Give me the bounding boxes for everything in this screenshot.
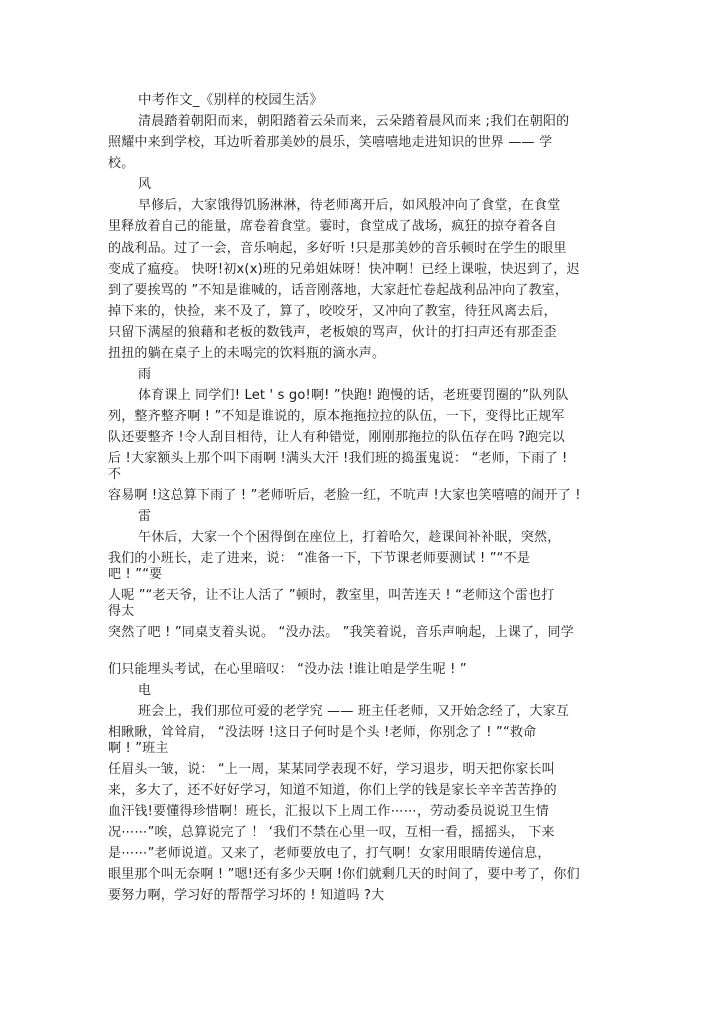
paragraph-line: 血汗钱!要懂得珍惜啊！班长，汇报以下上周工作⋯⋯，劳动委员说说卫生情 [108, 804, 550, 819]
paragraph-line: 早修后，大家饿得饥肠淋淋，待老师离开后，如风般冲向了食堂，在食堂 [138, 198, 561, 213]
paragraph-line: 的战利品。过了一会，音乐响起，多好听 !只是那美妙的音乐顿时在学生的眼里 [108, 241, 567, 256]
document-title: 中考作文_《别样的校园生活》 [138, 92, 324, 108]
paragraph-line: 况⋯⋯”唉，总算说完了 ！ ‘我们不禁在心里一叹，互相一看，摇摇头， 下来 [108, 825, 555, 840]
paragraph-line: 们只能埋头考试，在心里暗叹： “没办法 !谁让咱是学生呢 ! ” [108, 662, 467, 677]
paragraph-line: 人呢 ”“老天爷，让不让人活了 ”顿时，教室里，叫苦连天 ! “老师这个雷也打 [108, 588, 555, 603]
paragraph-line: 突然了吧 ! ”同桌支着头说。 “没办法。 ”我笑着说，音乐声响起，上课了，同学 [108, 625, 574, 640]
paragraph-line: 吧 ! ”“要 [108, 567, 163, 582]
paragraph-line: 容易啊 !这总算下雨了 ! ”老师听后，老脸一红，不吭声 !大家也笑嘻嘻的闹开了 ! [108, 488, 581, 503]
paragraph-line: 啊 ! ”班主 [108, 741, 169, 756]
section-heading: 风 [138, 177, 152, 192]
paragraph-line: 扭扭的躺在桌子上的未喝完的饮料瓶的滴水声。 [108, 346, 386, 361]
paragraph-line: 任眉头一皱，说： “上一周，某某同学表现不好，学习退步，明天把你家长叫 [108, 762, 555, 777]
paragraph-line: 班会上，我们那位可爱的老学究 —— 班主任老师，又开始念经了，大家互 [138, 704, 570, 719]
paragraph-line: 到了要挨骂的 ”不知是谁喊的，话音刚落地，大家赶忙卷起战利品冲向了教室， [108, 283, 569, 298]
paragraph-line: 掉下来的，快捡，来不及了，算了，咬咬牙，又冲向了教室，待狂风离去后， [108, 304, 557, 319]
paragraph-line: 相瞅瞅，耸耸肩， “没法呀 !这日子何时是个头 !老师，你别念了 ! ”“救命 [108, 725, 537, 740]
paragraph-line: 得太 [108, 604, 135, 619]
paragraph-line: 来，多大了，还不好好学习，知道不知道，你们上学的钱是家长辛辛苦苦挣的 [108, 783, 557, 798]
paragraph-line: 是⋯⋯”老师说道。又来了，老师要放电了，打气啊！女家用眼睛传递信息， [108, 846, 551, 861]
section-heading: 雨 [138, 367, 152, 382]
paragraph-line: 照耀中来到学校，耳边听着那美妙的晨乐，笑嘻嘻地走进知识的世界 —— 学 [108, 135, 553, 150]
paragraph-line: 午休后，大家一个个困得倒在座位上，打着哈欠，趁课间补补眠，突然， [138, 530, 561, 545]
paragraph-line: 变成了瘟疫。 快呀!初x(x)班的兄弟姐妹呀！快冲啊！已经上课啦，快迟到了，迟 [108, 262, 580, 277]
paragraph-line: 里释放着自己的能量，席卷着食堂。霎时，食堂成了战场，疯狂的掠夺着各自 [108, 219, 557, 234]
paragraph-line: 队还要整齐 !令人刮目相待，让人有种错觉，刚刚那拖拉的队伍存在吗 ?跑完以 [108, 430, 565, 445]
paragraph-line: 列，整齐整齐啊 ! ”不知是谁说的，原本拖拖拉拉的队伍，一下，变得比正规军 [108, 409, 565, 424]
section-heading: 电 [138, 683, 152, 698]
paragraph-line: 后 !大家额头上那个叫下雨啊 !满头大汗 !我们班的捣蛋鬼说： “老师，下雨了 ! [108, 451, 568, 466]
paragraph-line: 我们的小班长，走了进来，说： “准备一下，下节课老师要测试 ! ”“不是 [108, 551, 531, 566]
paragraph-line: 清晨踏着朝阳而来，朝阳踏着云朵而来，云朵踏着晨风而来 ;我们在朝阳的 [138, 114, 570, 129]
paragraph-line: 不 [108, 467, 122, 482]
paragraph-line: 要努力啊，学习好的帮帮学习坏的 ! 知道吗 ?大 [108, 888, 385, 903]
section-heading: 雷 [138, 509, 152, 524]
paragraph-line: 眼里那个叫无奈啊 ! ”嗯!还有多少天啊 !你们就剩几天的时间了，要中考了，你们 [108, 867, 580, 882]
paragraph-line: 校。 [108, 156, 135, 171]
paragraph-line: 只留下满屋的狼藉和老板的数钱声，老板娘的骂声，伙计的打扫声还有那歪歪 [108, 325, 557, 340]
paragraph-line: 体育课上 同学们! Let ' s go!啊! ”快跑! 跑慢的话，老班要罚圈的”队列队 [138, 388, 569, 403]
